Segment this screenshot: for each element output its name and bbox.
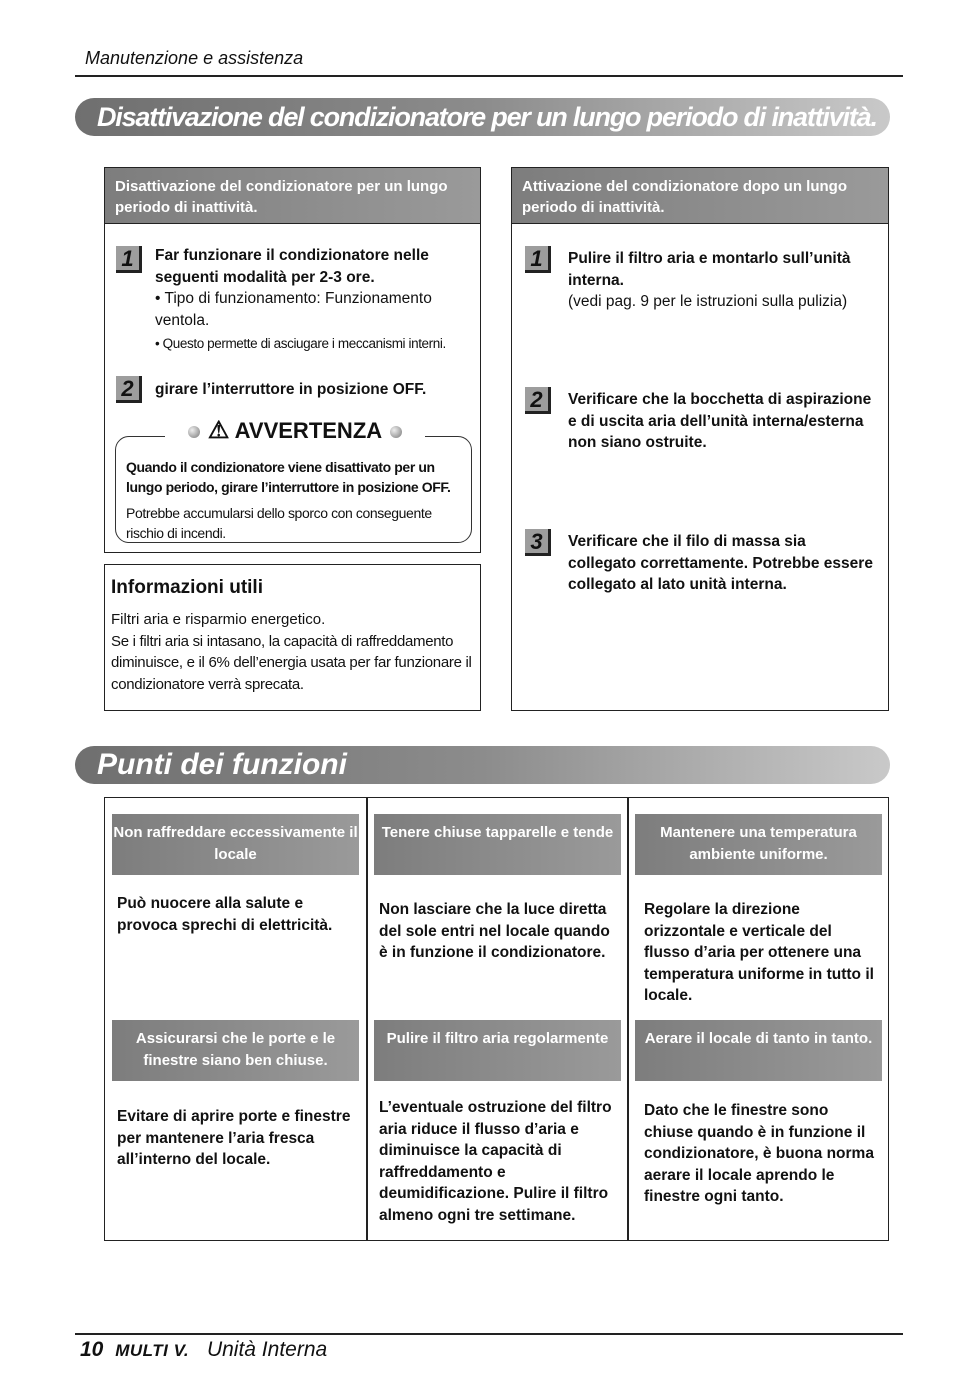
step-2: girare l’interruttore in posizione OFF. xyxy=(155,381,427,398)
footer-rule xyxy=(75,1333,903,1335)
warning-label xyxy=(165,416,425,446)
tip-heading: Tenere chiuse tapparelle e tende xyxy=(374,814,621,875)
tip-heading: Non raffreddare eccessivamente il locale xyxy=(112,814,359,875)
step-number: 2 xyxy=(116,376,142,403)
tip-text: Regolare la direzione orizzontale e verticale del flusso d’aria per ottenere una temperatura uniforme in tutto il locale. xyxy=(644,901,874,1004)
step-number: 3 xyxy=(525,529,551,556)
info-title: Informazioni utili xyxy=(111,577,263,598)
activation-box xyxy=(511,167,889,711)
tip-heading: Assicurarsi che le porte e le finestre siano ben chiuse. xyxy=(112,1020,359,1081)
tips-grid xyxy=(104,797,889,1241)
page-title: Disattivazione del condizionatore per un lungo periodo di inattività. xyxy=(75,98,890,136)
section-header: Manutenzione e assistenza xyxy=(85,48,304,68)
step-number: 1 xyxy=(116,246,142,273)
tip-column xyxy=(105,798,366,1242)
dot-icon xyxy=(188,426,200,438)
info-text: Se i filtri aria si intasano, la capacità di raffreddamento diminuisce, e il 6% dell’energia usata per far funzionare il condizionatore verrà sprecata. xyxy=(111,632,472,693)
bullet: • Questo permette di asciugare i meccanismi interni. xyxy=(155,336,446,351)
step-3: Verificare che il filo di massa sia collegato correttamente. Potrebbe essere collegato al lato unità interna. xyxy=(568,533,873,593)
header-rule xyxy=(75,75,903,77)
step-text: Pulire il filtro aria e montarlo sull’unità interna. xyxy=(568,250,851,289)
tip-text: Può nuocere alla salute e provoca sprechi di elettricità. xyxy=(117,895,333,934)
tip-text: Dato che le finestre sono chiuse quando è in funzione il condizionatore, è buona norma aerare il locale aprendo le finestre ogni tanto. xyxy=(644,1102,874,1205)
deactivation-heading: Disattivazione del condizionatore per un lungo periodo di inattività. xyxy=(105,168,480,224)
tip-text: Non lasciare che la luce diretta del sole entri nel locale quando è in funzione il condizionatore. xyxy=(379,901,610,961)
info-box xyxy=(104,564,481,711)
page-number: 10 xyxy=(80,1338,104,1361)
info-line: Filtri aria e risparmio energetico. xyxy=(111,611,326,628)
brand-logo: MULTI V. xyxy=(115,1341,190,1360)
tip-text: Evitare di aprire porte e finestre per mantenere l’aria fresca all’interno del locale. xyxy=(117,1108,351,1168)
tip-heading: Aerare il locale di tanto in tanto. xyxy=(635,1020,882,1081)
footer xyxy=(80,1338,327,1362)
tip-heading: Pulire il filtro aria regolarmente xyxy=(374,1020,621,1081)
step-note: (vedi pag. 9 per le istruzioni sulla pulizia) xyxy=(568,293,848,310)
tip-column xyxy=(367,798,628,1242)
step-number: 2 xyxy=(525,387,551,414)
tip-text: L’eventuale ostruzione del filtro aria riduce il flusso d’aria e diminuisce la capacità di raffreddamento e deumidificazione. Pulire il filtro almeno ogni tre settimane. xyxy=(379,1099,612,1224)
dot-icon xyxy=(390,426,402,438)
warning-text: Potrebbe accumularsi dello sporco con conseguente rischio di incendi. xyxy=(126,505,432,541)
step-text: Far funzionare il condizionatore nelle seguenti modalità per 2-3 ore. xyxy=(155,247,429,286)
step-number: 1 xyxy=(525,246,551,273)
warning-box xyxy=(115,436,472,543)
tip-heading: Mantenere una temperatura ambiente uniforme. xyxy=(635,814,882,875)
warning-triangle-icon: ⚠ xyxy=(207,417,230,444)
deactivation-box xyxy=(104,167,481,553)
step-1 xyxy=(568,248,878,313)
tip-column xyxy=(628,798,889,1242)
warning-title: AVVERTENZA xyxy=(234,418,383,443)
step-2: Verificare che la bocchetta di aspirazione e di uscita aria dell’unità interna/esterna non siano ostruite. xyxy=(568,391,872,451)
bullet: • Tipo di funzionamento: Funzionamento ventola. xyxy=(155,290,432,329)
warning-bold-text: Quando il condizionatore viene disattivato per un lungo periodo, girare l’interruttore in posizione OFF. xyxy=(126,459,451,495)
section-title: Punti dei funzioni xyxy=(75,746,890,784)
footer-subtitle: Unità Interna xyxy=(206,1338,328,1361)
step-1 xyxy=(155,245,475,355)
activation-heading: Attivazione del condizionatore dopo un lungo periodo di inattività. xyxy=(512,168,888,224)
